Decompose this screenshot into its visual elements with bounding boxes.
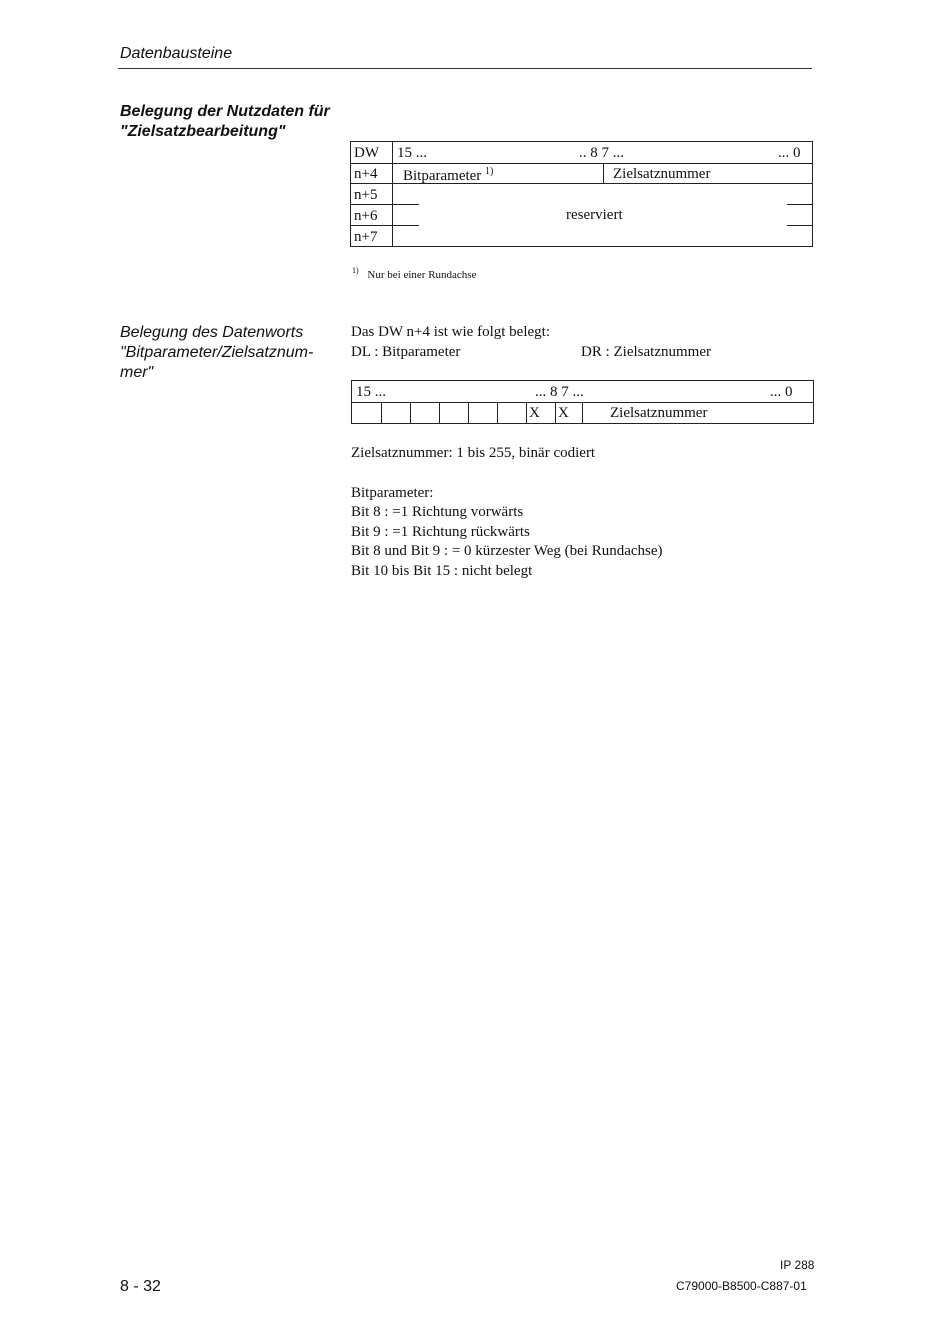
bit9-mark: X — [529, 405, 540, 421]
section1-heading — [120, 102, 330, 142]
running-header: Datenbausteine — [120, 45, 233, 62]
range-low: ... 0 — [778, 145, 801, 161]
dr-label: DR : Zielsatznummer — [581, 344, 711, 360]
bit-line: Bit 8 : =1 Richtung vorwärts — [351, 504, 524, 520]
row-label: n+5 — [354, 187, 378, 203]
bitparameter-title: Bitparameter: — [351, 485, 434, 501]
zielsatznummer-cell: Zielsatznummer — [613, 166, 711, 182]
footnote-ref: 1) — [485, 166, 494, 177]
bit-line: Bit 10 bis Bit 15 : nicht belegt — [351, 563, 533, 579]
section2-heading-line2: "Bitparameter/Zielsatznum- — [120, 344, 314, 361]
section2-heading — [120, 323, 313, 383]
intro-text: Das DW n+4 ist wie folgt belegt: — [351, 324, 550, 340]
nutzdaten-table — [350, 141, 813, 247]
section2-heading-line1: Belegung des Datenworts — [120, 324, 304, 341]
header-rule — [118, 68, 812, 69]
col-dw-header: DW — [354, 145, 379, 161]
range-high: 15 ... — [397, 145, 427, 161]
bit-zielsatznummer: Zielsatznummer — [610, 405, 708, 421]
bitparameter-cell — [403, 166, 493, 185]
document-id: C79000-B8500-C887-01 — [676, 1279, 807, 1293]
reserviert-cell: reserviert — [566, 207, 623, 223]
dl-label: DL : Bitparameter — [351, 344, 461, 360]
row-label: n+6 — [354, 208, 378, 224]
section2-heading-line3: mer" — [120, 364, 154, 381]
row-label: n+7 — [354, 229, 378, 245]
bit-range-high: 15 ... — [356, 384, 386, 400]
range-mid: .. 8 7 ... — [579, 145, 624, 161]
section1-heading-line1: Belegung der Nutzdaten für — [120, 103, 330, 120]
footnote-text: Nur bei einer Rundachse — [367, 268, 477, 281]
bit-line: Bit 9 : =1 Richtung rückwärts — [351, 524, 530, 540]
row-label: n+4 — [354, 166, 378, 182]
bitparameter-label: Bitparameter — [403, 168, 482, 184]
bit-range-mid: ... 8 7 ... — [535, 384, 584, 400]
page-number: 8 - 32 — [120, 1278, 161, 1295]
footnote-mark: 1) — [352, 266, 359, 275]
product-name: IP 288 — [780, 1258, 815, 1272]
bit-table — [351, 380, 814, 424]
section1-heading-line2: "Zielsatzbearbeitung" — [120, 123, 286, 140]
footnote — [352, 266, 476, 281]
bit8-mark: X — [558, 405, 569, 421]
zielsatz-description: Zielsatznummer: 1 bis 255, binär codiert — [351, 445, 596, 461]
bit-range-low: ... 0 — [770, 384, 793, 400]
bit-line: Bit 8 und Bit 9 : = 0 kürzester Weg (bei Rundachse) — [351, 543, 663, 559]
